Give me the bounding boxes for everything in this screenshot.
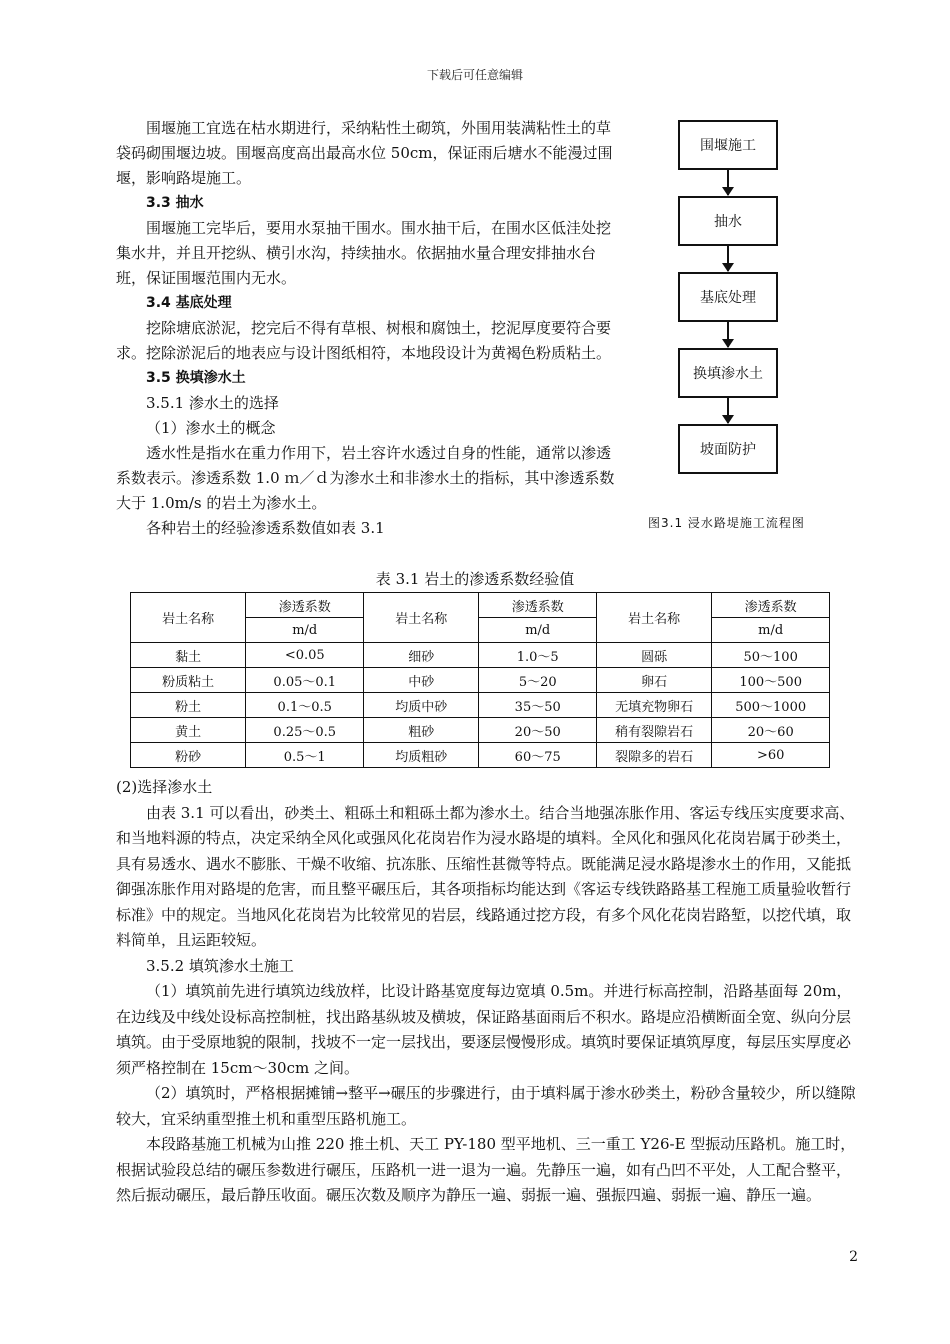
table-row bbox=[131, 668, 830, 693]
table-cell: 黏土 bbox=[131, 643, 246, 668]
flow-arrow bbox=[727, 246, 729, 271]
paragraph-table-intro: 各种岩土的经验渗透系数值如表 3.1 bbox=[146, 519, 385, 537]
heading-3-4: 3.4 基底处理 bbox=[146, 295, 232, 311]
flow-step-cofferdam: 围堰施工 bbox=[678, 120, 778, 170]
table-head-coef: 渗透系数 bbox=[712, 593, 830, 618]
flow-step-fill: 换填渗水土 bbox=[678, 348, 778, 398]
paragraph-base-treatment: 挖除塘底淤泥，挖完后不得有草根、树根和腐蚀土，挖泥厚度要符合要求。挖除淤泥后的地表应与设计图纸相符，本地段设计为黄褐色粉质粘土。 bbox=[116, 319, 612, 362]
table-cell: 20～60 bbox=[712, 718, 830, 743]
heading-3-5-1-1: （1）渗水土的概念 bbox=[146, 419, 276, 437]
heading-3-3: 3.3 抽水 bbox=[146, 195, 204, 211]
heading-3-5: 3.5 换填渗水土 bbox=[146, 370, 246, 386]
table-cell: 100～500 bbox=[712, 668, 830, 693]
table-cell: 0.1～0.5 bbox=[246, 693, 364, 718]
permeability-table bbox=[130, 592, 830, 768]
paragraph-fill-step-1: （1）填筑前先进行填筑边线放样，比设计路基宽度每边宽填 0.5m。并进行标高控制，沿路基面每 20m，在边线及中线处设标高控制桩，找出路基纵坡及横坡，保证路基面雨后不积水。路堤应沿横断面全宽、纵向分层填筑。由于受原地貌的限制，找坡不一定一层找出，要逐层慢慢形成。填筑时要保证填筑厚度，每层压实厚度必须严格控制在 15cm～30cm 之间。 bbox=[116, 982, 852, 1077]
flow-step-slope: 坡面防护 bbox=[678, 424, 778, 474]
paragraph-permeability: 透水性是指水在重力作用下，岩土容许水透过自身的性能，通常以渗透系数表示。渗透系数 1.0 ｍ／ｄ为渗水土和非渗水土的指标，其中渗透系数大于 1.0m/s 的岩土为渗水土。 bbox=[116, 444, 615, 512]
heading-3-5-1: 3.5.1 渗水土的选择 bbox=[146, 394, 279, 412]
table-cell: 黄土 bbox=[131, 718, 246, 743]
paragraph-select-soil: 由表 3.1 可以看出，砂类土、粗砾土和粗砾土都为渗水土。结合当地强冻胀作用、客运专线压实度要求高、和当地料源的特点，决定采纳全风化或强风化花岗岩作为浸水路堤的填料。全风化和强风化花岗岩属于砂类土，具有易透水、遇水不膨胀、干燥不收缩、抗冻胀、压缩性甚微等特点。既能满足浸水路堤渗水土的作用，又能抵御强冻胀作用对路堤的危害，而且整平碾压后，其各项指标均能达到《客运专线铁路路基工程施工质量验收暂行标准》中的规定。当地风化花岗岩为比较常见的岩层，线路通过挖方段，有多个风化花岗岩路堑，以挖代填，取料简单，且运距较短。 bbox=[116, 803, 855, 949]
table-cell: 均质粗砂 bbox=[364, 743, 479, 768]
upper-text-column bbox=[116, 116, 616, 541]
table-cell: 粗砂 bbox=[364, 718, 479, 743]
table-row bbox=[131, 743, 830, 768]
table-cell: 500～1000 bbox=[712, 693, 830, 718]
heading-3-5-2: 3.5.2 填筑渗水土施工 bbox=[146, 956, 294, 975]
table-head-coef: 渗透系数 bbox=[246, 593, 364, 618]
table-cell: 35～50 bbox=[479, 693, 597, 718]
table-cell: 粉砂 bbox=[131, 743, 246, 768]
table-cell: 圆砾 bbox=[596, 643, 711, 668]
table-cell: 0.25～0.5 bbox=[246, 718, 364, 743]
table-cell: >60 bbox=[712, 743, 830, 768]
table-cell: 卵石 bbox=[596, 668, 711, 693]
table-cell: 中砂 bbox=[364, 668, 479, 693]
table-cell: 稍有裂隙岩石 bbox=[596, 718, 711, 743]
table-caption: 表 3.1 岩土的渗透系数经验值 bbox=[375, 570, 575, 588]
flowchart bbox=[630, 110, 850, 540]
table-cell: 0.5～1 bbox=[246, 743, 364, 768]
table-cell: 0.05～0.1 bbox=[246, 668, 364, 693]
paragraph-pumping: 围堰施工完毕后，要用水泵抽干围水。围水抽干后，在围水区低洼处挖集水井，并且开挖纵、横引水沟，持续抽水。依据抽水量合理安排抽水台班，保证围堰范围内无水。 bbox=[116, 219, 612, 287]
heading-3-5-1-2: (2)选择渗水土 bbox=[116, 778, 213, 796]
paragraph-cofferdam: 围堰施工宜选在枯水期进行，采纳粘性土砌筑，外围用装满粘性土的草袋码砌围堰边坡。围堰高度高出最高水位 50cm，保证雨后塘水不能漫过围堰，影响路堤施工。 bbox=[116, 119, 613, 187]
table-cell: 60～75 bbox=[479, 743, 597, 768]
table-head-name: 岩土名称 bbox=[131, 593, 246, 643]
table-cell: 裂隙多的岩石 bbox=[596, 743, 711, 768]
table-head-unit: m/d bbox=[246, 618, 364, 643]
table-cell: <0.05 bbox=[246, 643, 364, 668]
table-cell: 细砂 bbox=[364, 643, 479, 668]
table-row bbox=[131, 693, 830, 718]
flow-step-pumping: 抽水 bbox=[678, 196, 778, 246]
table-row bbox=[131, 643, 830, 668]
table-head-unit: m/d bbox=[479, 618, 597, 643]
table-head-name: 岩土名称 bbox=[364, 593, 479, 643]
table-row bbox=[131, 718, 830, 743]
flow-arrow bbox=[727, 170, 729, 195]
paragraph-fill-step-2: （2）填筑时，严格根据摊铺→整平→碾压的步骤进行，由于填料属于渗水砂类土，粉砂含量较少，所以缝隙较大，宜采纳重型推土机和重型压路机施工。 bbox=[116, 1084, 856, 1128]
flow-arrow bbox=[727, 398, 729, 423]
page-number: 2 bbox=[849, 1249, 858, 1265]
table-cell: 粉质粘土 bbox=[131, 668, 246, 693]
table-head-name: 岩土名称 bbox=[596, 593, 711, 643]
paragraph-machinery: 本段路基施工机械为山推 220 推土机、天工 PY-180 型平地机、三一重工 Y26-E 型振动压路机。施工时，根据试验段总结的碾压参数进行碾压，压路机一进一退为一遍。先静压一遍，如有凸凹不平处，人工配合整平，然后振动碾压，最后静压收面。碾压次数及顺序为静压一遍、弱振一遍、强振四遍、弱振一遍、静压一遍。 bbox=[116, 1135, 856, 1204]
header-note: 下载后可任意编辑 bbox=[426, 68, 523, 82]
table-head-unit: m/d bbox=[712, 618, 830, 643]
table-cell: 1.0～5 bbox=[479, 643, 597, 668]
flowchart-caption: 图3.1 浸水路堤施工流程图 bbox=[648, 516, 805, 530]
table-cell: 20～50 bbox=[479, 718, 597, 743]
table-cell: 无填充物卵石 bbox=[596, 693, 711, 718]
flow-arrow bbox=[727, 322, 729, 347]
table-cell: 均质中砂 bbox=[364, 693, 479, 718]
table-cell: 粉土 bbox=[131, 693, 246, 718]
table-cell: 50～100 bbox=[712, 643, 830, 668]
lower-text-body bbox=[116, 775, 861, 1209]
flow-step-base: 基底处理 bbox=[678, 272, 778, 322]
table-cell: 5～20 bbox=[479, 668, 597, 693]
table-head-coef: 渗透系数 bbox=[479, 593, 597, 618]
